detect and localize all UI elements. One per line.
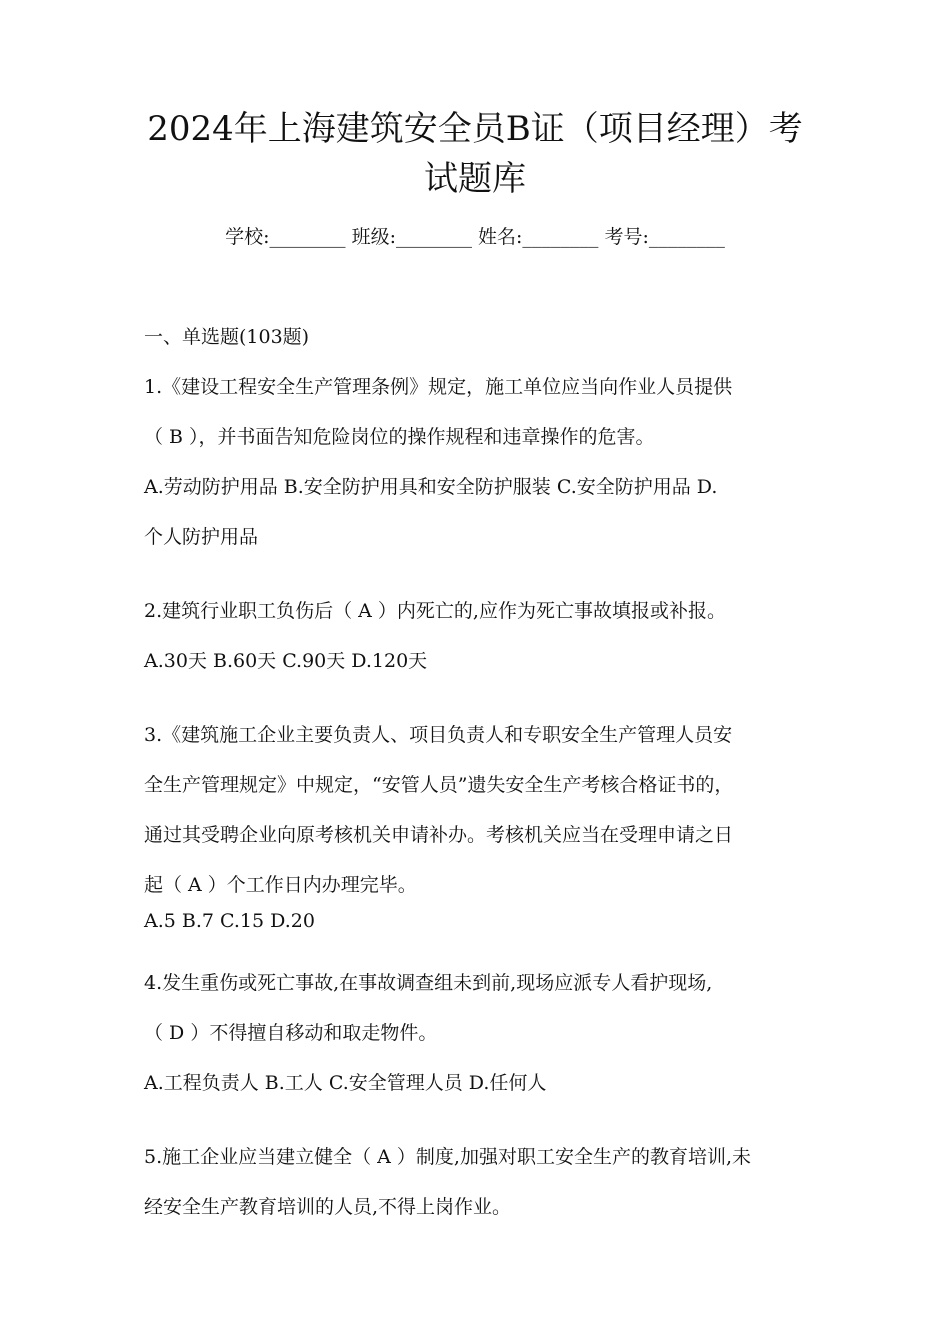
- question-1-line-1: 1.《建设工程安全生产管理条例》规定，施工单位应当向作业人员提供: [144, 376, 733, 398]
- question-5-line-1: 5.施工企业应当建立健全（ A ）制度,加强对职工安全生产的教育培训,未: [144, 1146, 752, 1168]
- question-5-line-2: 经安全生产教育培训的人员,不得上岗作业。: [144, 1196, 512, 1218]
- question-3-line-1: 3.《建筑施工企业主要负责人、项目负责人和专职安全生产管理人员安: [144, 724, 733, 746]
- document-title-line1: 2024年上海建筑安全员B证（项目经理）考: [147, 109, 803, 149]
- question-3-line-3: 通过其受聘企业向原考核机关申请补办。考核机关应当在受理申请之日: [144, 824, 734, 846]
- question-2-options: A.30天 B.60天 C.90天 D.120天: [144, 650, 428, 672]
- section-heading: 一、单选题(103题): [144, 326, 310, 348]
- question-1-options-line-1: A.劳动防护用品 B.安全防护用具和安全防护服装 C.安全防护用品 D.: [144, 476, 718, 498]
- question-1-options-line-2: 个人防护用品: [144, 526, 259, 548]
- question-3-options: A.5 B.7 C.15 D.20: [144, 910, 315, 932]
- student-info-line: 学校:________ 班级:________ 姓名:________ 考号:________: [225, 226, 725, 248]
- question-1-line-2: （ B ），并书面告知危险岗位的操作规程和违章操作的危害。: [144, 426, 655, 448]
- question-4-line-2: （ D ）不得擅自移动和取走物件。: [144, 1022, 438, 1044]
- question-4-line-1: 4.发生重伤或死亡事故,在事故调查组未到前,现场应派专人看护现场,: [144, 972, 713, 994]
- question-4-options: A.工程负责人 B.工人 C.安全管理人员 D.任何人: [144, 1072, 547, 1094]
- question-3-line-2: 全生产管理规定》中规定，“安管人员”遗失安全生产考核合格证书的，: [144, 774, 734, 796]
- document-title-line2: 试题库: [424, 159, 526, 199]
- question-3-line-4: 起（ A ）个工作日内办理完毕。: [144, 874, 417, 896]
- question-2-line-1: 2.建筑行业职工负伤后（ A ）内死亡的,应作为死亡事故填报或补报。: [144, 600, 726, 622]
